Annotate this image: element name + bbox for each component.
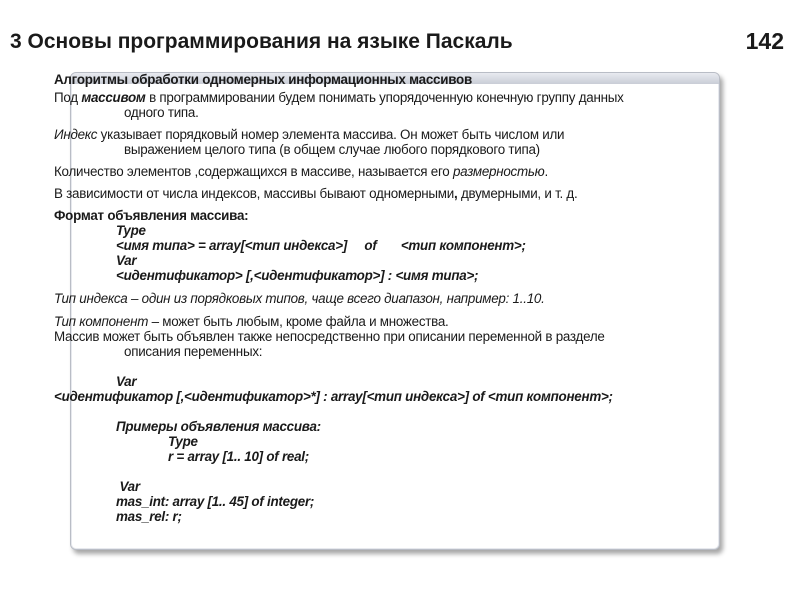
text-fragment: в программировании будем понимать упорядоченную конечную группу данных <box>145 90 624 105</box>
text-fragment: , <box>453 186 458 201</box>
term-component-type: Тип компонент <box>54 314 149 329</box>
text-continuation: одного типа. <box>124 105 199 120</box>
text-fragment: двумерными, и т. д. <box>457 186 578 201</box>
code-type-line: <имя типа> = array[<тип индекса>] of <тип компонент>; <box>116 238 526 253</box>
paragraph-dimension <box>54 164 710 179</box>
text-fragment: указывает порядковый номер элемента массива. Он может быть числом или <box>97 127 565 142</box>
paragraph-array-definition <box>54 90 710 120</box>
code-example-type: r = array [1.. 10] of real; <box>168 449 309 464</box>
code-var-keyword: Var <box>116 253 137 268</box>
page-number: 142 <box>745 28 784 54</box>
code-direct-declaration: <идентификатор [,<идентификатор>*] : array[<тип индекса>] of <тип компонент>; <box>54 389 613 404</box>
format-block <box>54 208 710 283</box>
slide-content <box>54 72 710 524</box>
term-dimension: размерностью <box>452 164 545 179</box>
paragraph-index-type <box>54 291 710 306</box>
format-heading: Формат объявления массива: <box>54 208 249 223</box>
text-fragment: – может быть любым, кроме файла и множества. <box>148 314 449 329</box>
text-continuation: описания переменных: <box>124 344 263 359</box>
text-fragment: . <box>544 164 548 179</box>
code-var-line: <идентификатор> [,<идентификатор>] : <имя типа>; <box>116 268 479 283</box>
code-type-keyword: Type <box>168 434 198 449</box>
examples-heading: Примеры объявления массива: <box>116 419 321 434</box>
code-var-keyword: Var <box>116 479 140 494</box>
code-type-keyword: Type <box>116 223 146 238</box>
paragraph-direct-declaration <box>54 329 710 359</box>
slide-title: 3 Основы программирования на языке Паскаль <box>10 30 513 53</box>
paragraph-component-type <box>54 314 710 329</box>
text-fragment: Под <box>54 90 82 105</box>
section-title: Алгоритмы обработки одномерных информационных массивов <box>54 72 472 87</box>
text-continuation: выражением целого типа (в общем случае любого порядкового типа) <box>124 142 540 157</box>
term-index: Индекс <box>54 127 98 142</box>
term-array: массивом <box>81 90 146 105</box>
paragraph-index <box>54 127 710 157</box>
text-fragment: Тип индекса – один из порядковых типов, чаще всего диапазон, например: 1..10. <box>54 291 545 306</box>
paragraph-index-count <box>54 186 710 201</box>
code-example-mas-int: mas_int: array [1.. 45] of integer; <box>116 494 315 509</box>
code-var-keyword: Var <box>116 374 137 389</box>
text-fragment: Количество элементов ,содержащихся в массиве, называется его <box>54 164 453 179</box>
text-fragment: В зависимости от числа индексов, массивы бывают одномерными <box>54 186 454 201</box>
code-example-mas-rel: mas_rel: r; <box>116 509 182 524</box>
text-fragment: Массив может быть объявлен также непосредственно при описании переменной в разделе <box>54 329 605 344</box>
